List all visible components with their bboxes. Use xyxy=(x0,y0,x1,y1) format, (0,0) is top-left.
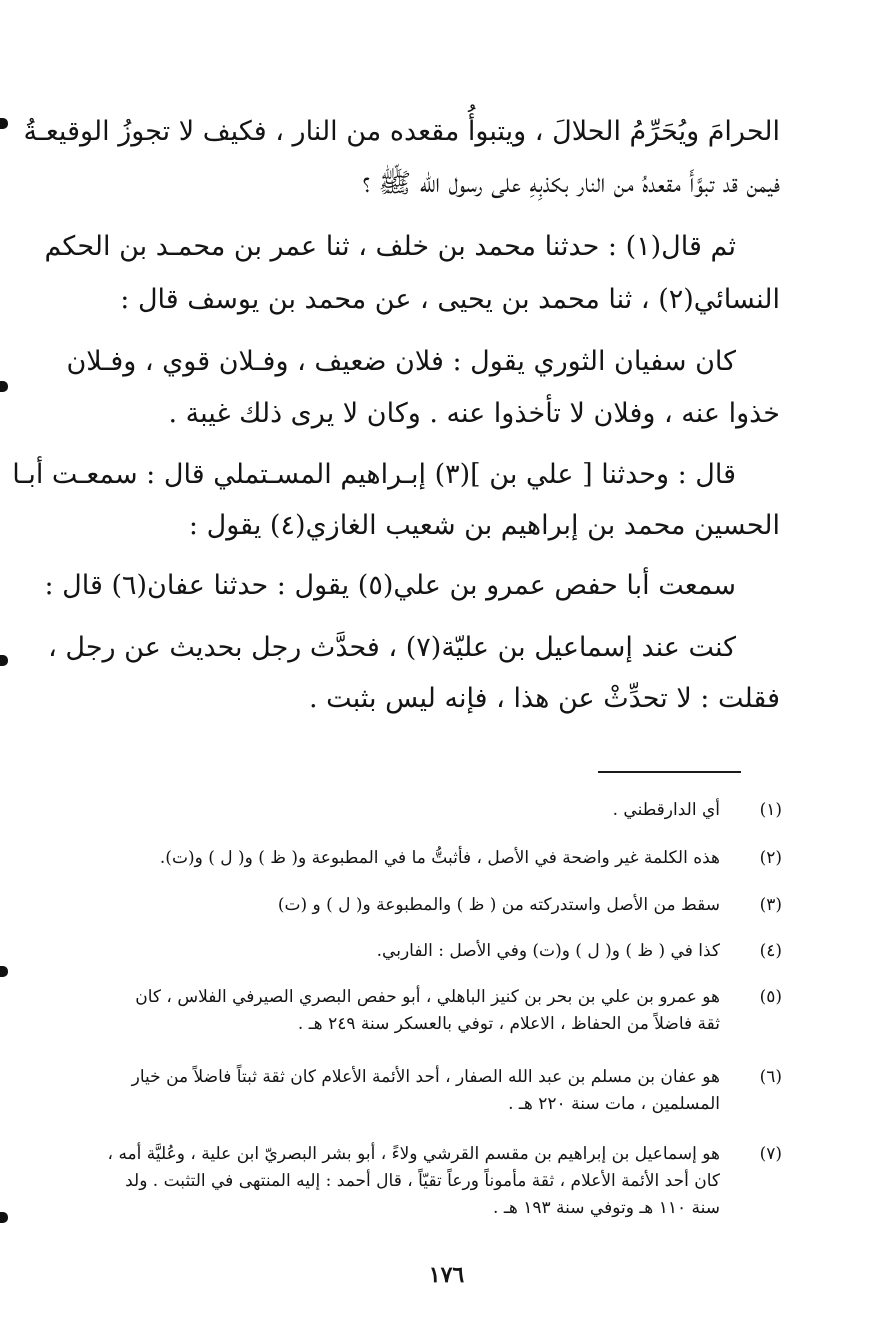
footnote xyxy=(66,797,782,824)
text-line: ثم قال(١) : حدثنا محمد بن خلف ، ثنا عمر بن محمـد بن الحكم xyxy=(44,231,736,262)
text-line: فقلت : لا تحدِّثْ عن هذا ، فإنه ليس بثبت . xyxy=(309,683,780,714)
footnote-text: كان أحد الأئمة الأعلام ، ثقة مأموناً ورعاً تقيّاً ، قال أحمد : إليه المنتهى في التثبت . ولد xyxy=(125,1171,720,1191)
footnote xyxy=(66,845,782,872)
text-line: خذوا عنه ، وفلان لا تأخذوا عنه . وكان لا يرى ذلك غيبة . xyxy=(168,398,780,429)
footnote-number: (٥) xyxy=(759,987,782,1007)
footnote-number: (٣) xyxy=(759,895,782,915)
text-line: الحسين محمد بن إبراهيم بن شعيب الغازي(٤) يقول : xyxy=(188,510,780,541)
scan-edge-mark xyxy=(0,381,8,392)
footnote xyxy=(66,1141,782,1222)
text-line: قال : وحدثنا [ علي بن ](٣) إبـراهيم المسـتملي قال : سمعـت أبـا xyxy=(12,459,736,490)
text-line: الحرامَ ويُحَرِّمُ الحلالَ ، ويتبوأُ مقعده من النار ، فكيف لا تجوزُ الوقيعـةُ xyxy=(23,116,780,147)
footnote xyxy=(66,938,782,965)
footnote-number: (١) xyxy=(759,800,782,820)
footnote xyxy=(66,984,782,1038)
footnote-text: ثقة فاضلاً من الحفاظ ، الاعلام ، توفي بالعسكر سنة ٢٤٩ هـ . xyxy=(297,1014,720,1034)
footnote xyxy=(66,1064,782,1118)
footnote-text: هذه الكلمة غير واضحة في الأصل ، فأثبتُّ ما في المطبوعة و( ظ ) و( ل ) و(ت). xyxy=(159,848,720,868)
footnote-text: هو إسماعيل بن إبراهيم بن مقسم القرشي ولاءً ، أبو بشر البصريّ ابن علية ، وعُليَّة أمه ، xyxy=(107,1144,720,1164)
footnote-text: المسلمين ، مات سنة ٢٢٠ هـ . xyxy=(508,1094,720,1114)
scan-edge-mark xyxy=(0,1212,8,1223)
footnote-text: سقط من الأصل واستدركته من ( ظ ) والمطبوعة و( ل ) و (ت) xyxy=(277,895,720,915)
footnote-text: كذا في ( ظ ) و( ل ) و(ت) وفي الأصل : الفاربي. xyxy=(376,941,720,961)
footnote-text: هو عفان بن مسلم بن عبد الله الصفار ، أحد الأئمة الأعلام كان ثقة ثبتاً فاضلاً من خيار xyxy=(131,1067,720,1087)
text-line: كنت عند إسماعيل بن عليّة(٧) ، فحدَّث رجل بحديث عن رجل ، xyxy=(48,632,736,663)
footnote-text: أي الدارقطني . xyxy=(612,800,720,820)
text-line: النسائي(٢) ، ثنا محمد بن يحيى ، عن محمد بن يوسف قال : xyxy=(120,284,780,315)
footnote-text: هو عمرو بن علي بن بحر بن كنيز الباهلي ، أبو حفص البصري الصيرفي الفلاس ، كان xyxy=(135,987,720,1007)
scan-edge-mark xyxy=(0,655,8,666)
page-number: ١٧٦ xyxy=(428,1262,465,1288)
footnote xyxy=(66,892,782,919)
text-line: فيمن قد تبوَّأَ مقعدهُ من النار بكذبِهِ على رسول الله ﷺ ؟ xyxy=(362,168,780,199)
footnote-separator xyxy=(598,771,741,773)
text-line: كان سفيان الثوري يقول : فلان ضعيف ، وفـلان قوي ، وفـلان xyxy=(66,346,736,377)
text-line: سمعت أبا حفص عمرو بن علي(٥) يقول : حدثنا عفان(٦) قال : xyxy=(44,570,736,601)
scan-edge-mark xyxy=(0,118,8,129)
scan-edge-mark xyxy=(0,966,8,977)
footnote-number: (٧) xyxy=(759,1144,782,1164)
footnote-number: (٢) xyxy=(759,848,782,868)
footnote-number: (٤) xyxy=(759,941,782,961)
footnote-text: سنة ١١٠ هـ وتوفي سنة ١٩٣ هـ . xyxy=(493,1198,720,1218)
footnote-number: (٦) xyxy=(759,1067,782,1087)
